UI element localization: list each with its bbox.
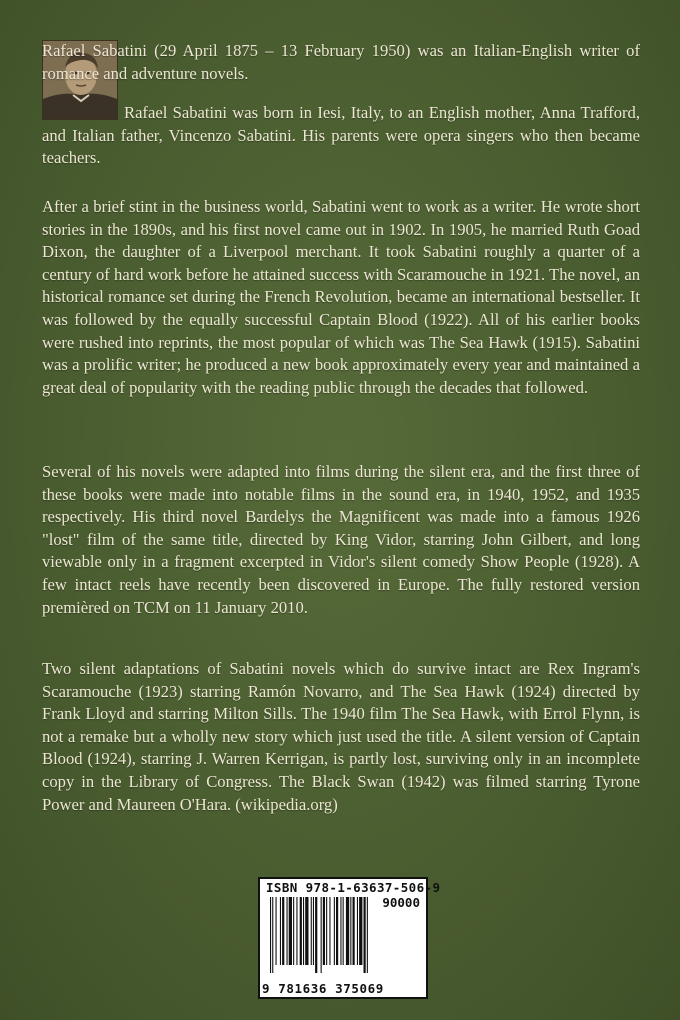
barcode-bars	[270, 897, 416, 977]
bio-films-text: Several of his novels were adapted into films during the silent era, and the first three of these books were made into notable films in the sound era, in 1940, 1952, and 1935 respectively. His third novel Bardelys the Magnificent was made into a famous 1926 "lost" film of the same title, directed by King Vidor, starring John Gilbert, and long viewable only in a fragment excerpted in Vidor's silent comedy Show People (1928). A few intact reels have recently been discovered in Europe. The fully restored version premièred on TCM on 11 January 2010.	[42, 462, 640, 617]
bio-birth-text	[42, 102, 640, 170]
barcode-stripe	[321, 897, 322, 973]
barcode-stripe	[270, 897, 271, 973]
barcode-stripe	[311, 897, 312, 965]
barcode-stripe	[305, 897, 308, 965]
barcode-stripe	[329, 897, 330, 965]
barcode-stripe	[300, 897, 302, 965]
barcode-stripe	[359, 897, 362, 965]
barcode-stripe	[303, 897, 304, 965]
barcode-stripe	[357, 897, 358, 965]
isbn-barcode	[258, 877, 441, 999]
barcode-stripe	[289, 897, 292, 965]
barcode-stripe	[326, 897, 327, 965]
barcode-stripe	[343, 897, 344, 965]
barcode-stripe	[296, 897, 297, 965]
barcode-stripe	[315, 897, 317, 973]
bio-adaptations-paragraph	[42, 658, 640, 816]
barcode-stripe	[334, 897, 335, 965]
bio-adaptations-text: Two silent adaptations of Sabatini novels which do survive intact are Rex Ingram's Scaramouche (1923) starring Ramón Novarro, and The Sea Hawk (1924) directed by Frank Lloyd and starring Milton Sills. The 1940 film The Sea Hawk, with Errol Flynn, is not a remake but a wholly new story which just used the title. A silent version of Captain Blood (1924), starring J. Warren Kerrigan, is partly lost, surviving only in an incomplete copy in the Library of Congress. The Black Swan (1942) was filmed starring Tyrone Power and Maureen O'Hara. (wikipedia.org)	[42, 659, 640, 814]
isbn-label: ISBN 978-1-63637-506-9	[266, 880, 441, 895]
bio-intro-text: Rafael Sabatini (29 April 1875 – 13 February 1950) was an Italian-English writer of romance and adventure novels.	[42, 41, 640, 83]
barcode-stripe	[313, 897, 314, 965]
barcode-stripe	[293, 897, 294, 965]
bio-films-paragraph	[42, 461, 640, 619]
bio-birth-text-content: Rafael Sabatini was born in Iesi, Italy, to an English mother, Anna Trafford, and Italian father, Vincenzo Sabatini. His parents were opera singers who then became teachers.	[42, 103, 640, 168]
barcode-stripe	[367, 897, 368, 973]
ean-digits: 9 781636 375069	[262, 981, 384, 996]
bio-career-paragraph	[42, 196, 640, 399]
barcode-stripe	[287, 897, 288, 965]
bio-intro-paragraph	[42, 40, 640, 85]
barcode-stripe	[353, 897, 355, 965]
barcode-stripe	[340, 897, 341, 965]
bio-birth-paragraph	[42, 102, 640, 170]
barcode-stripe	[282, 897, 284, 965]
barcode-stripe	[350, 897, 351, 965]
barcode-stripe	[276, 897, 277, 965]
barcode-stripe	[272, 897, 273, 973]
barcode-stripe	[346, 897, 349, 965]
price-code: 90000	[382, 895, 420, 910]
barcode-stripe	[323, 897, 325, 965]
barcode-stripe	[364, 897, 366, 973]
barcode-stripe	[280, 897, 281, 965]
barcode-stripe	[336, 897, 338, 965]
bio-career-text: After a brief stint in the business world, Sabatini went to work as a writer. He wrote short stories in the 1890s, and his first novel came out in 1902. In 1905, he married Ruth Goad Dixon, the daughter of a Liverpool merchant. It took Sabatini roughly a quarter of a century of hard work before he attained success with Scaramouche in 1921. The novel, an historical romance set during the French Revolution, became an international bestseller. It was followed by the equally successful Captain Blood (1922). All of his earlier books were rushed into reprints, the most popular of which was The Sea Hawk (1915). Sabatini was a prolific writer; he produced a new book approximately every year and maintained a great deal of popularity with the reading public through the decades that followed.	[42, 197, 640, 397]
